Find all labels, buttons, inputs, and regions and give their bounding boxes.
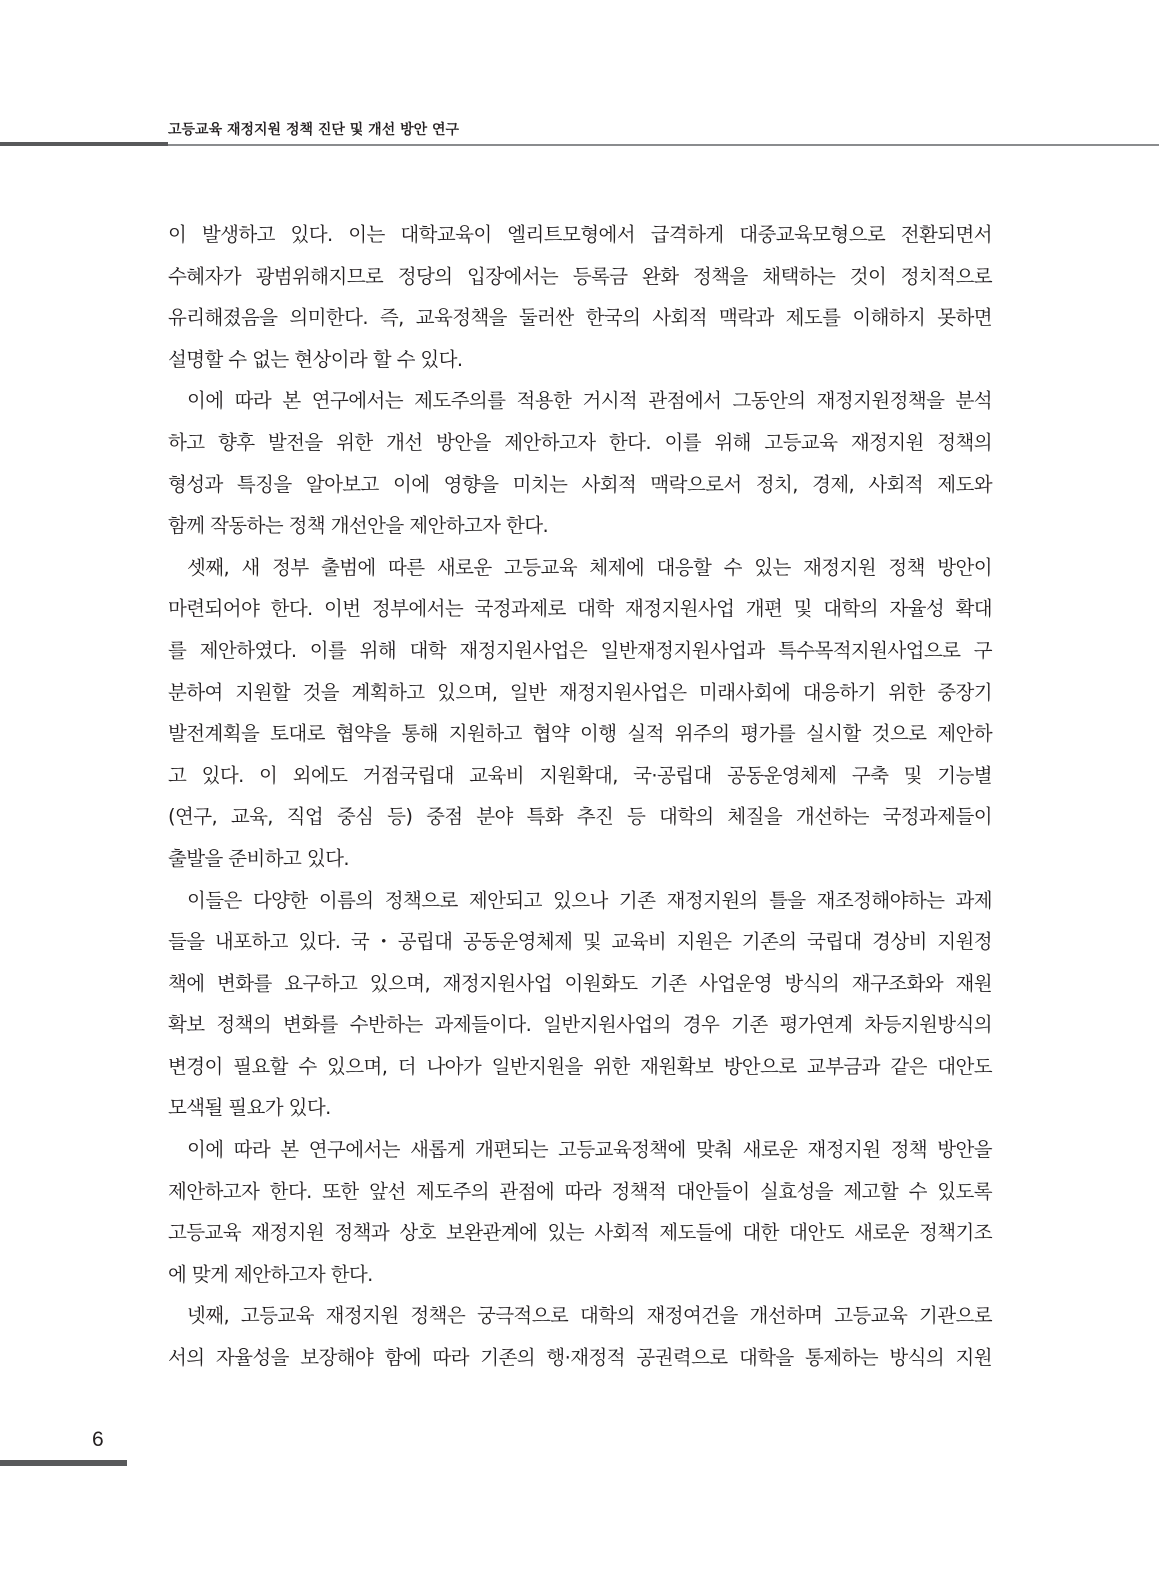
text-line: 형성과 특징을 알아보고 이에 영향을 미치는 사회적 맥락으로서 정치, 경제, 사회적 제도와: [168, 472, 992, 496]
text-line: 고 있다. 이 외에도 거점국립대 교육비 지원확대, 국·공립대 공동운영체제 구축 및 기능별: [168, 763, 992, 787]
text-line: 마련되어야 한다. 이번 정부에서는 국정과제로 대학 재정지원사업 개편 및 대학의 자율성 확대: [168, 597, 992, 621]
paragraph-4: [168, 880, 992, 1130]
text-line: (연구, 교육, 직업 중심 등) 중점 분야 특화 추진 등 대학의 체질을 개선하는 국정과제들이: [168, 805, 992, 829]
page-number: 6: [92, 1428, 104, 1451]
text-line: 분하여 지원할 것을 계획하고 있으며, 일반 재정지원사업은 미래사회에 대응하기 위한 중장기: [168, 680, 992, 704]
text-line: 넷째, 고등교육 재정지원 정책은 궁극적으로 대학의 재정여건을 개선하며 고등교육 기관으로: [187, 1304, 992, 1328]
paragraph-1: [168, 214, 992, 380]
text-line: 함께 작동하는 정책 개선안을 제안하고자 한다.: [168, 514, 549, 538]
text-line: 이에 따라 본 연구에서는 새롭게 개편되는 고등교육정책에 맞춰 새로운 재정지원 정책 방안을: [187, 1138, 992, 1162]
text-line: 들을 내포하고 있다. 국・공립대 공동운영체제 및 교육비 지원은 기존의 국립대 경상비 지원정: [168, 930, 992, 954]
text-line: 유리해졌음을 의미한다. 즉, 교육정책을 둘러싼 한국의 사회적 맥락과 제도를 이해하지 못하면: [168, 306, 992, 330]
text-line: 제안하고자 한다. 또한 앞선 제도주의 관점에 따라 정책적 대안들이 실효성을 제고할 수 있도록: [168, 1179, 992, 1203]
footer-rule: [0, 1460, 127, 1466]
text-line: 출발을 준비하고 있다.: [168, 846, 349, 870]
body-text: [168, 214, 992, 1379]
text-line: 셋째, 새 정부 출범에 따른 새로운 고등교육 체제에 대응할 수 있는 재정지원 정책 방안이: [187, 555, 992, 579]
running-header-title: 고등교육 재정지원 정책 진단 및 개선 방안 연구: [168, 122, 460, 138]
text-line: 설명할 수 없는 현상이라 할 수 있다.: [168, 347, 463, 371]
paragraph-6: [168, 1295, 992, 1378]
text-line: 고등교육 재정지원 정책과 상호 보완관계에 있는 사회적 제도들에 대한 대안도 새로운 정책기조: [168, 1221, 992, 1245]
text-line: 수혜자가 광범위해지므로 정당의 입장에서는 등록금 완화 정책을 채택하는 것이 정치적으로: [168, 264, 992, 288]
text-line: 변경이 필요할 수 있으며, 더 나아가 일반지원을 위한 재원확보 방안으로 교부금과 같은 대안도: [168, 1054, 992, 1078]
text-line: 에 맞게 제안하고자 한다.: [168, 1262, 373, 1286]
text-line: 이에 따라 본 연구에서는 제도주의를 적용한 거시적 관점에서 그동안의 재정지원정책을 분석: [187, 389, 992, 413]
text-line: 확보 정책의 변화를 수반하는 과제들이다. 일반지원사업의 경우 기존 평가연계 차등지원방식의: [168, 1013, 992, 1037]
paragraph-5: [168, 1129, 992, 1295]
header-rule-dark: [0, 142, 168, 146]
text-line: 를 제안하였다. 이를 위해 대학 재정지원사업은 일반재정지원사업과 특수목적지원사업으로 구: [168, 638, 992, 662]
header-rule-light: [168, 144, 1159, 146]
paragraph-2: [168, 380, 992, 546]
text-line: 이들은 다양한 이름의 정책으로 제안되고 있으나 기존 재정지원의 틀을 재조정해야하는 과제: [187, 888, 992, 912]
text-line: 하고 향후 발전을 위한 개선 방안을 제안하고자 한다. 이를 위해 고등교육 재정지원 정책의: [168, 430, 992, 454]
text-line: 책에 변화를 요구하고 있으며, 재정지원사업 이원화도 기존 사업운영 방식의 재구조화와 재원: [168, 971, 992, 995]
text-line: 이 발생하고 있다. 이는 대학교육이 엘리트모형에서 급격하게 대중교육모형으로 전환되면서: [168, 223, 992, 246]
text-line: 발전계획을 토대로 협약을 통해 지원하고 협약 이행 실적 위주의 평가를 실시할 것으로 제안하: [168, 722, 992, 746]
paragraph-3: [168, 547, 992, 880]
text-line: 서의 자율성을 보장해야 함에 따라 기존의 행·재정적 공권력으로 대학을 통제하는 방식의 지원: [168, 1346, 992, 1370]
text-line: 모색될 필요가 있다.: [168, 1096, 331, 1120]
